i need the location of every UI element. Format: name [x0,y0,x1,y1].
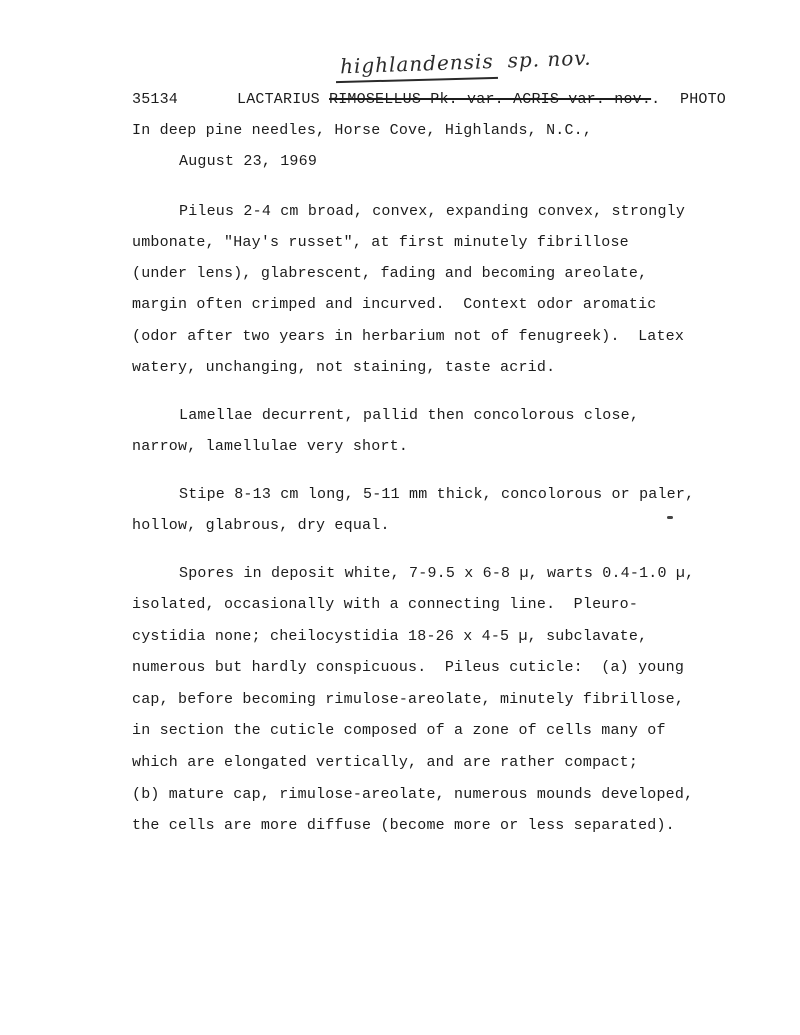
spores-line: Spores in deposit white, 7-9.5 x 6-8 µ, warts 0.4-1.0 µ, [179,565,695,582]
annotation-word: highlandensis [339,49,495,79]
stipe-line: Stipe 8-13 cm long, 5-11 mm thick, concolorous or paler, [179,486,695,503]
pileus-line: umbonate, "Hay's russet", at first minutely fibrillose [132,234,629,251]
photo-label: PHOTO [680,91,727,108]
struck-epithet: RIMOSELLUS Pk. var. ACRIS var. nov. [329,91,652,108]
pileus-line: margin often crimped and incurved. Context odor aromatic [132,296,657,313]
annotation-underline [336,77,498,83]
handwritten-annotation [340,46,592,79]
spores-line: cystidia none; cheilocystidia 18-26 x 4-5 µ, subclavate, [132,628,648,645]
species-heading [237,91,660,109]
lamellae-line: narrow, lamellulae very short. [132,438,409,455]
spores-line: which are elongated vertically, and are rather compact; [132,754,639,771]
collection-date: August 23, 1969 [179,153,318,170]
pileus-line: Pileus 2-4 cm broad, convex, expanding convex, strongly [179,203,686,220]
pileus-line: (under lens), glabrescent, fading and becoming areolate, [132,265,648,282]
ink-speck [667,516,673,519]
stipe-line: hollow, glabrous, dry equal. [132,517,390,534]
spores-line: isolated, occasionally with a connecting line. Pleuro- [132,596,639,613]
specimen-number: 35134 [132,91,179,108]
pileus-line: (odor after two years in herbarium not of fenugreek). Latex [132,328,685,345]
spores-line: the cells are more diffuse (become more or less separated). [132,817,675,834]
spores-line: in section the cuticle composed of a zone of cells many of [132,722,666,739]
lamellae-line: Lamellae decurrent, pallid then concolorous close, [179,407,640,424]
habitat-location: In deep pine needles, Horse Cove, Highlands, N.C., [132,122,593,139]
spores-line: numerous but hardly conspicuous. Pileus cuticle: (a) young [132,659,685,676]
spores-line: (b) mature cap, rimulose-areolate, numerous mounds developed, [132,786,694,803]
pileus-line: watery, unchanging, not staining, taste acrid. [132,359,556,376]
genus-name: LACTARIUS [237,91,320,108]
heading-period: . [651,91,661,108]
annotation-suffix: sp. nov. [507,45,592,73]
spores-line: cap, before becoming rimulose-areolate, minutely fibrillose, [132,691,685,708]
